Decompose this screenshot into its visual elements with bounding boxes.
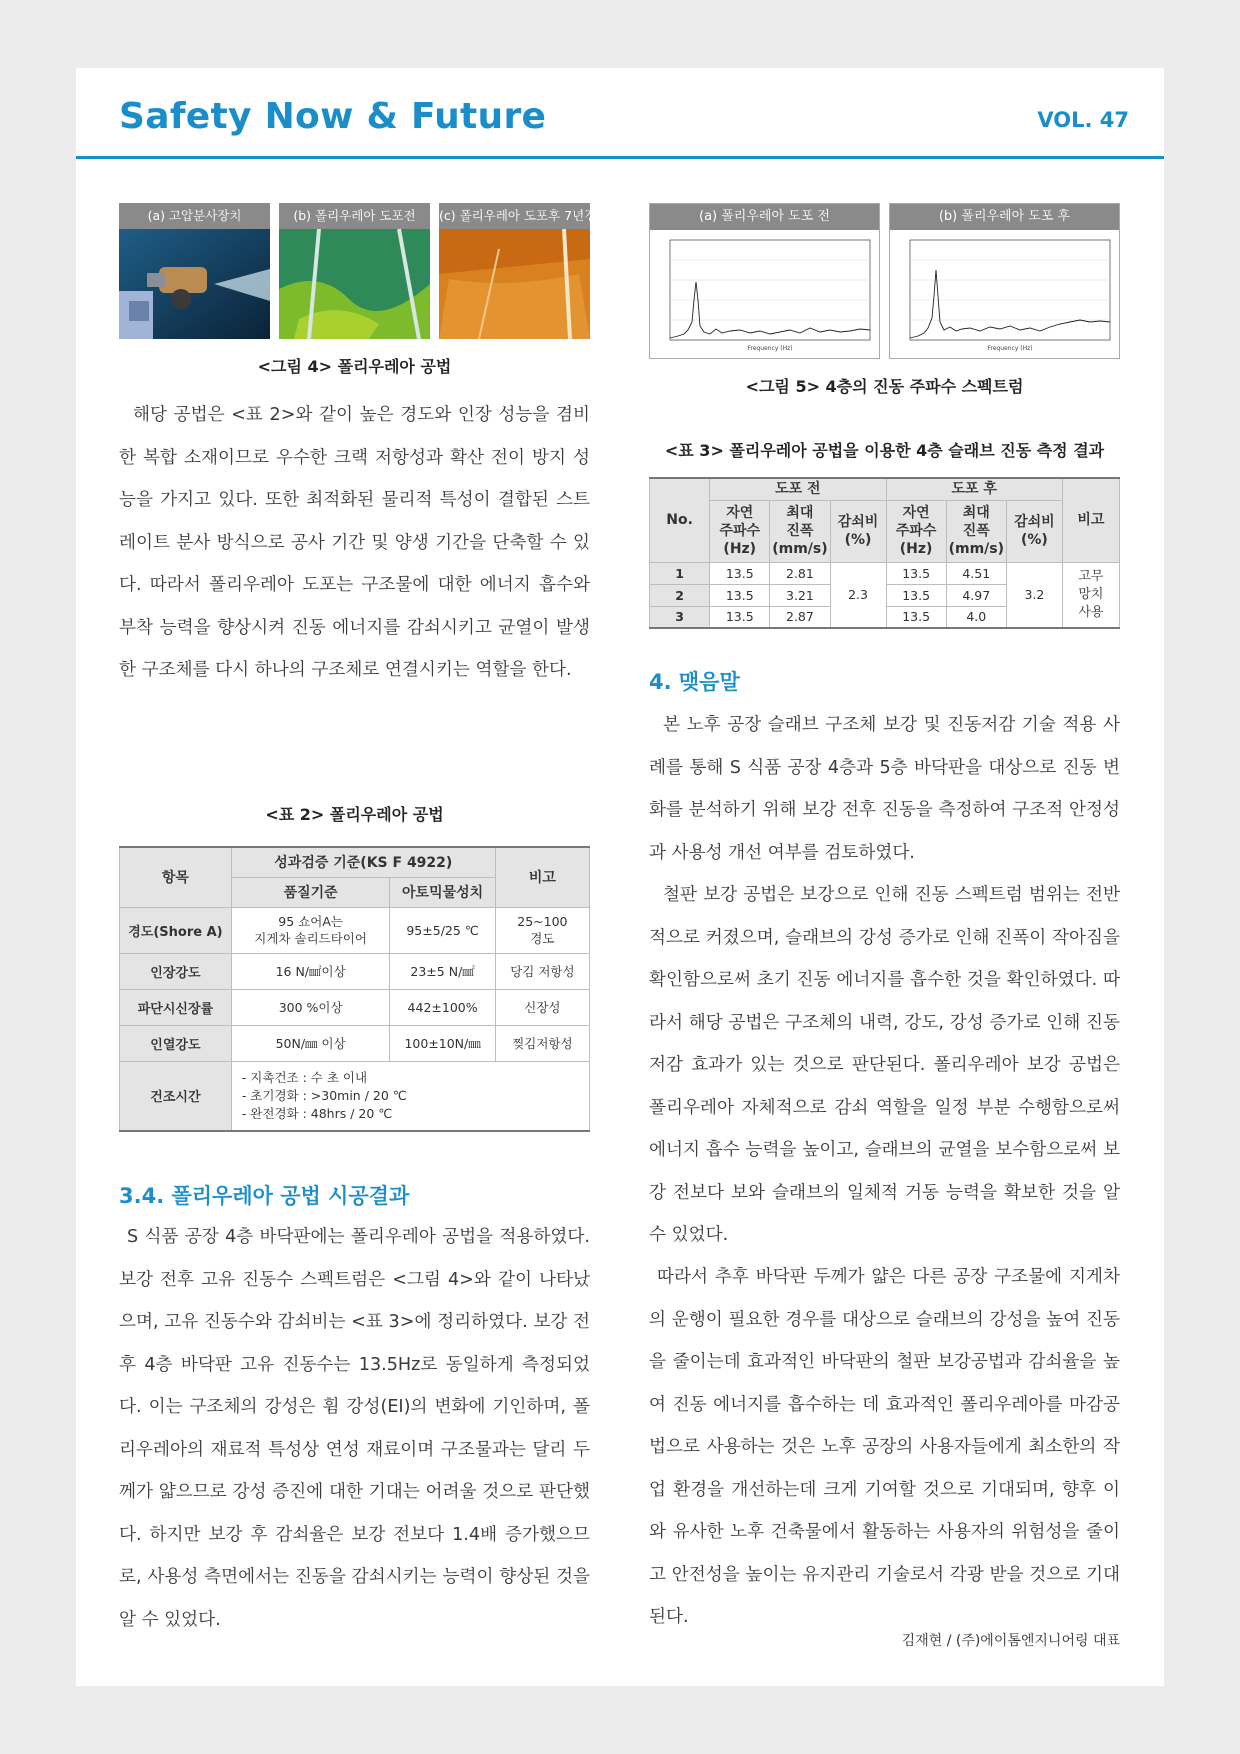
page-header (119, 96, 1129, 148)
row-item: 경도(Shore A) (120, 907, 232, 953)
table-row (120, 907, 590, 953)
section-4-title: 4. 맺음말 (649, 670, 740, 694)
header-line: (%) (1020, 532, 1048, 548)
quality-line: 지게차 솔리드타이어 (254, 931, 367, 946)
table-row (650, 562, 1120, 584)
row-atomic: 23±5 N/㎟ (390, 953, 495, 989)
row-quality (231, 907, 390, 953)
volume-number: VOL. 47 (1037, 108, 1129, 132)
header-line: (Hz) (723, 541, 757, 557)
green-floor-image (279, 229, 430, 339)
row-note: 신장성 (495, 989, 589, 1025)
note-line: 사용 (1078, 604, 1104, 620)
header-note: 비고 (1062, 478, 1119, 562)
row-no: 2 (650, 584, 710, 606)
header-line: (Hz) (899, 541, 933, 557)
dry-line: - 완전경화 : 48hrs / 20 ℃ (241, 1105, 393, 1121)
spectrum-before-plot (650, 230, 879, 358)
dry-line: - 지촉건조 : 수 초 이내 (241, 1069, 368, 1085)
header-no: No. (650, 478, 710, 562)
left-paragraph-2: S 식품 공장 4층 바닥판에는 폴리우레아 공법을 적용하였다. 보강 전후 고유 진동수 스펙트럼은 <그림 4>와 같이 나타났으며, 고유 진동수와 감쇠비는 <표 3>에 정리하였다. 보강 전후 4층 바닥판 고유 진동수는 13.5Hz로 동일하게 측정되었다. 이는 구조체의 강성은 휨 강성(EI)의 변화에 기인하며, 폴리우레아의 재료적 특성상 연성 재료이며 구조물과는 달리 두께가 얇으므로 강성 증진에 대한 기대는 어려울 것으로 판단했다. 하지만 보강 후 감쇠율은 보강 전보다 1.4배 증가했으므로, 사용성 측면에서는 진동을 감쇠시키는 능력이 향상된 것을 알 수 있었다. (119, 1227, 590, 1630)
chart-label: (b) 폴리우레아 도포 후 (890, 204, 1119, 230)
spectrum-before (649, 203, 880, 359)
figure-5-caption: <그림 5> 4층의 진동 주파수 스펙트럼 (745, 377, 1024, 396)
row-item: 인장강도 (120, 953, 232, 989)
header-line: 자연 (726, 505, 754, 521)
row-freq-before: 13.5 (710, 606, 770, 628)
header-freq (886, 500, 946, 562)
row-freq-after: 13.5 (886, 606, 946, 628)
photo-after-coating (439, 203, 609, 339)
row-quality: 50N/㎜ 이상 (231, 1025, 390, 1061)
chart-label: (a) 폴리우레아 도포 전 (650, 204, 879, 230)
row-freq-after: 13.5 (886, 562, 946, 584)
spectrum-after (889, 203, 1120, 359)
header-line: (mm/s) (772, 541, 828, 557)
header-line: 최대 (962, 505, 990, 521)
right-paragraph-1: 본 노후 공장 슬래브 구조체 보강 및 진동저감 기술 적용 사례를 통해 S 식품 공장 4층과 5층 바닥판을 대상으로 진동 변화를 분석하기 위해 보강 전후 진동을 측정하여 구조적 안정성과 사용성 개선 여부를 검토하였다. (649, 715, 1120, 863)
header-quality: 품질기준 (231, 877, 390, 907)
header-line: 감쇠비 (837, 514, 879, 530)
photo-label: (b) 폴리우레아 도포전 (279, 203, 430, 229)
figure-4-caption: <그림 4> 폴리우레아 공법 (257, 357, 452, 376)
row-freq-before: 13.5 (710, 562, 770, 584)
figure-5-charts (649, 203, 1120, 359)
sprayer-image (119, 229, 270, 339)
right-paragraph-3: 따라서 추후 바닥판 두께가 얇은 다른 공장 구조물에 지게차의 운행이 필요한 경우를 대상으로 슬래브의 강성을 높여 진동을 줄이는데 효과적인 바닥판의 철판 보강공법과 감쇠율을 높여 진동 에너지를 흡수하는 데 효과적인 폴리우레아를 마감공법으로 사용하는 것은 노후 공장의 사용자들에게 최소한의 작업 환경을 개선하는데 크게 기여할 것으로 기대되며, 향후 이와 유사한 노후 건축물에서 활동하는 사용자의 위험성을 줄이고 안전성을 높이는 유지관리 기술로서 각광 받을 것으로 기대된다. (649, 1267, 1120, 1627)
header-line: 주파수 (719, 523, 761, 539)
note-line: 망치 (1078, 586, 1104, 602)
note-line: 고무 (1078, 568, 1104, 584)
damping-after: 3.2 (1006, 562, 1062, 628)
svg-text:Frequency (Hz): Frequency (Hz) (747, 345, 793, 352)
header-atomic: 아토믹물성치 (390, 877, 495, 907)
row-no: 1 (650, 562, 710, 584)
header-before: 도포 전 (710, 478, 886, 500)
table-row (120, 1025, 590, 1061)
row-amp-before: 2.87 (770, 606, 830, 628)
row-item: 건조시간 (120, 1061, 232, 1131)
section-3-4-title: 3.4. 폴리우레아 공법 시공결과 (119, 1184, 410, 1208)
header-line: (mm/s) (948, 541, 1004, 557)
header-damp (830, 500, 886, 562)
table-row (120, 953, 590, 989)
row-amp-before: 2.81 (770, 562, 830, 584)
row-freq-after: 13.5 (886, 584, 946, 606)
row-item: 파단시신장률 (120, 989, 232, 1025)
dry-time-details (231, 1061, 589, 1131)
row-note: 찢김저항성 (495, 1025, 589, 1061)
page (76, 68, 1164, 1686)
row-amp-after: 4.0 (946, 606, 1006, 628)
row-freq-before: 13.5 (710, 584, 770, 606)
photo-before-coating (279, 203, 430, 339)
header-amp (946, 500, 1006, 562)
author-credit: 김재현 / (주)에이톰엔지니어링 대표 (901, 1633, 1120, 1649)
row-atomic: 95±5/25 ℃ (390, 907, 495, 953)
row-quality: 300 %이상 (231, 989, 390, 1025)
table-3 (649, 477, 1120, 629)
header-damp (1006, 500, 1062, 562)
photo-label: (c) 폴리우레아 도포후 7년경과 (439, 203, 590, 229)
header-divider (76, 156, 1164, 159)
header-freq (710, 500, 770, 562)
dry-line: - 초기경화 : >30min / 20 ℃ (241, 1087, 407, 1103)
row-item: 인열강도 (120, 1025, 232, 1061)
header-line: 자연 (902, 505, 930, 521)
header-line: 진폭 (962, 523, 990, 539)
header-amp (770, 500, 830, 562)
figure-4-photos (119, 203, 609, 339)
spectrum-after-plot (890, 230, 1119, 358)
table-2-caption: <표 2> 폴리우레아 공법 (265, 805, 444, 824)
note-line: 25~100 (517, 914, 568, 929)
header-standard: 성과검증 기준(KS F 4922) (231, 847, 495, 877)
right-paragraph-2: 철판 보강 공법은 보강으로 인해 진동 스펙트럼 범위는 전반적으로 커졌으며, 슬래브의 강성 증가로 인해 진폭이 작아짐을 확인함으로써 초기 진동 에너지를 흡수한 것을 확인하였다. 따라서 해당 공법은 구조체의 내력, 강도, 강성 증가로 인해 진동저감 효과가 있는 것으로 판단된다. 폴리우레아 보강 공법은 폴리우레아 자체적으로 감쇠 역할을 일정 부분 수행함으로써 에너지 흡수 능력을 높이고, 슬래브의 균열을 보수함으로써 보강 전보다 보와 슬래브의 일체적 거동 능력을 확보한 것을 알 수 있었다. (649, 885, 1120, 1245)
row-amp-after: 4.51 (946, 562, 1006, 584)
row-atomic: 442±100% (390, 989, 495, 1025)
orange-floor-image (439, 229, 590, 339)
header-after: 도포 후 (886, 478, 1062, 500)
header-line: 최대 (786, 505, 814, 521)
header-line: 주파수 (895, 523, 937, 539)
magazine-title: Safety Now & Future (119, 96, 547, 137)
table-row (120, 1061, 590, 1131)
damping-before: 2.3 (830, 562, 886, 628)
table-3-caption: <표 3> 폴리우레아 공법을 이용한 4층 슬래브 진동 측정 결과 (664, 441, 1105, 460)
note-line: 경도 (530, 931, 555, 946)
note-cell (1062, 562, 1119, 628)
row-atomic: 100±10N/㎜ (390, 1025, 495, 1061)
row-amp-after: 4.97 (946, 584, 1006, 606)
row-no: 3 (650, 606, 710, 628)
header-item: 항목 (120, 847, 232, 907)
photo-label: (a) 고압분사장치 (119, 203, 270, 229)
row-note: 당김 저항성 (495, 953, 589, 989)
row-note (495, 907, 589, 953)
row-amp-before: 3.21 (770, 584, 830, 606)
photo-sprayer (119, 203, 270, 339)
header-line: (%) (844, 532, 872, 548)
header-line: 진폭 (786, 523, 814, 539)
header-line: 감쇠비 (1014, 514, 1055, 530)
table-2 (119, 846, 590, 1132)
svg-text:Frequency (Hz): Frequency (Hz) (987, 345, 1033, 352)
left-paragraph-1: 해당 공법은 <표 2>와 같이 높은 경도와 인장 성능을 겸비한 복합 소재이므로 우수한 크랙 저항성과 확산 전이 방지 성능을 가지고 있다. 또한 최적화된 물리적 특성이 결합된 스트레이트 분사 방식으로 공사 기간 및 양생 기간을 단축할 수 있다. 따라서 폴리우레아 도포는 구조물에 대한 에너지 흡수와 부착 능력을 향상시켜 진동 에너지를 감쇠시키고 균열이 발생한 구조체를 다시 하나의 구조체로 연결시키는 역할을 한다. (119, 405, 590, 680)
table-row (120, 989, 590, 1025)
row-quality: 16 N/㎟이상 (231, 953, 390, 989)
quality-line: 95 쇼어A는 (278, 914, 343, 929)
header-note: 비고 (495, 847, 589, 907)
